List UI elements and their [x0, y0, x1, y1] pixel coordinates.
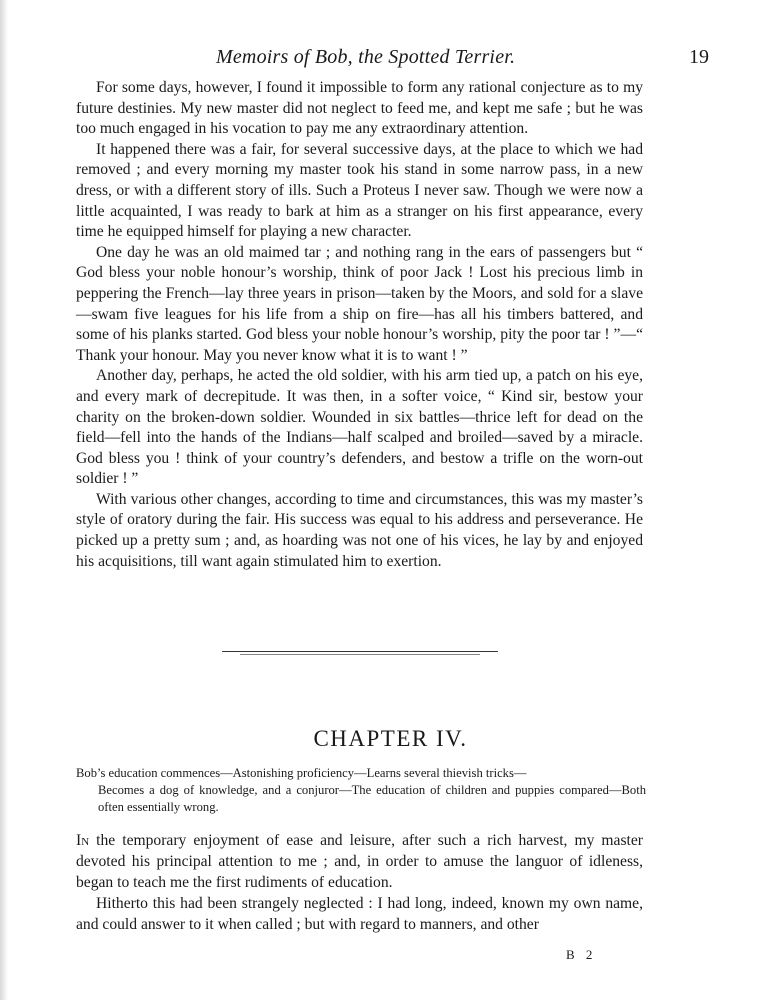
page-edge-shadow: [0, 0, 8, 1000]
paragraph-5: With various other changes, according to time and circumstances, this was my master’s style of oratory during the fair. His success was equal to his address and perseverance. He picked up a pretty sum ; and, as hoarding was not one of his vices, he lay by and enjoyed his acquisitions, till want again stimulated him to exertion.: [76, 490, 643, 570]
chapter-paragraph-1-text: the temporary enjoyment of ease and leisure, after such a rich harvest, my master devoted his principal attention to me ; and, in order to amuse the languor of idleness, began to teach me the first rudiments of education.: [76, 832, 643, 891]
paragraph-1: For some days, however, I found it impossible to form any rational conjecture as to my future destinies. My new master did not neglect to feed me, and kept me safe ; but he was too much engaged in his vocation to pay me any extraordinary attention.: [76, 79, 643, 138]
paragraph-2: It happened there was a fair, for several successive days, at the place to which we had removed ; and every morning my master took his stand in some narrow pass, in a new dress, or with a different story of ills. Such a Proteus I never saw. Though we were now a little acquainted, I was ready to bark at him as a stranger on his first appearance, every time he equipped himself for playing a new character.: [76, 140, 643, 241]
paragraph-4: Another day, perhaps, he acted the old soldier, with his arm tied up, a patch on his eye, and every mark of decrepitude. It was then, in a softer voice, “ Kind sir, bestow your charity on the broken-down soldier. Wounded in six battles—thrice left for dead on the field—fell into the hands of the Indians—half scalped and broiled—saved by a miracle. God bless you ! think of your country’s defenders, and bestow a trifle on the worn-out soldier ! ”: [76, 367, 643, 488]
chapter-body: [76, 830, 643, 935]
chapter-synopsis: [76, 765, 646, 816]
signature-mark: B 2: [566, 947, 597, 962]
synopsis-continuation: Becomes a dog of knowledge, and a conjuror—The education of children and puppies compared—Both often essentially wrong.: [98, 783, 646, 814]
page-body: [76, 78, 643, 572]
section-divider: [222, 651, 498, 652]
paragraph-3: One day he was an old maimed tar ; and nothing rang in the ears of passengers but “ God bless your noble honour’s worship, think of poor Jack ! Lost his precious limb in peppering the French—lay three years in prison—taken by the Moors, and sold for a slave—swam five leagues for his life from a ship on fire—has all his timbers battered, and some of his planks started. God bless your noble honour’s worship, pity the poor tar ! ”—“ Thank your honour. May you never know what it is to want ! ”: [76, 243, 643, 364]
running-header: [76, 46, 709, 74]
chapter-paragraph-2: Hitherto this had been strangely neglected : I had long, indeed, known my own name, and could answer to it when called ; but with regard to manners, and other: [76, 895, 643, 933]
section-divider-secondary: [240, 654, 480, 655]
chapter-paragraph-1: [76, 830, 643, 893]
synopsis-line-1: Bob’s education commences—Astonishing proficiency—Learns several thievish tricks—: [76, 766, 527, 780]
chapter-heading: CHAPTER IV.: [313, 726, 468, 751]
page-number: 19: [689, 46, 709, 68]
chapter-opening-word: In: [76, 832, 90, 849]
running-title: Memoirs of Bob, the Spotted Terrier.: [216, 46, 516, 68]
